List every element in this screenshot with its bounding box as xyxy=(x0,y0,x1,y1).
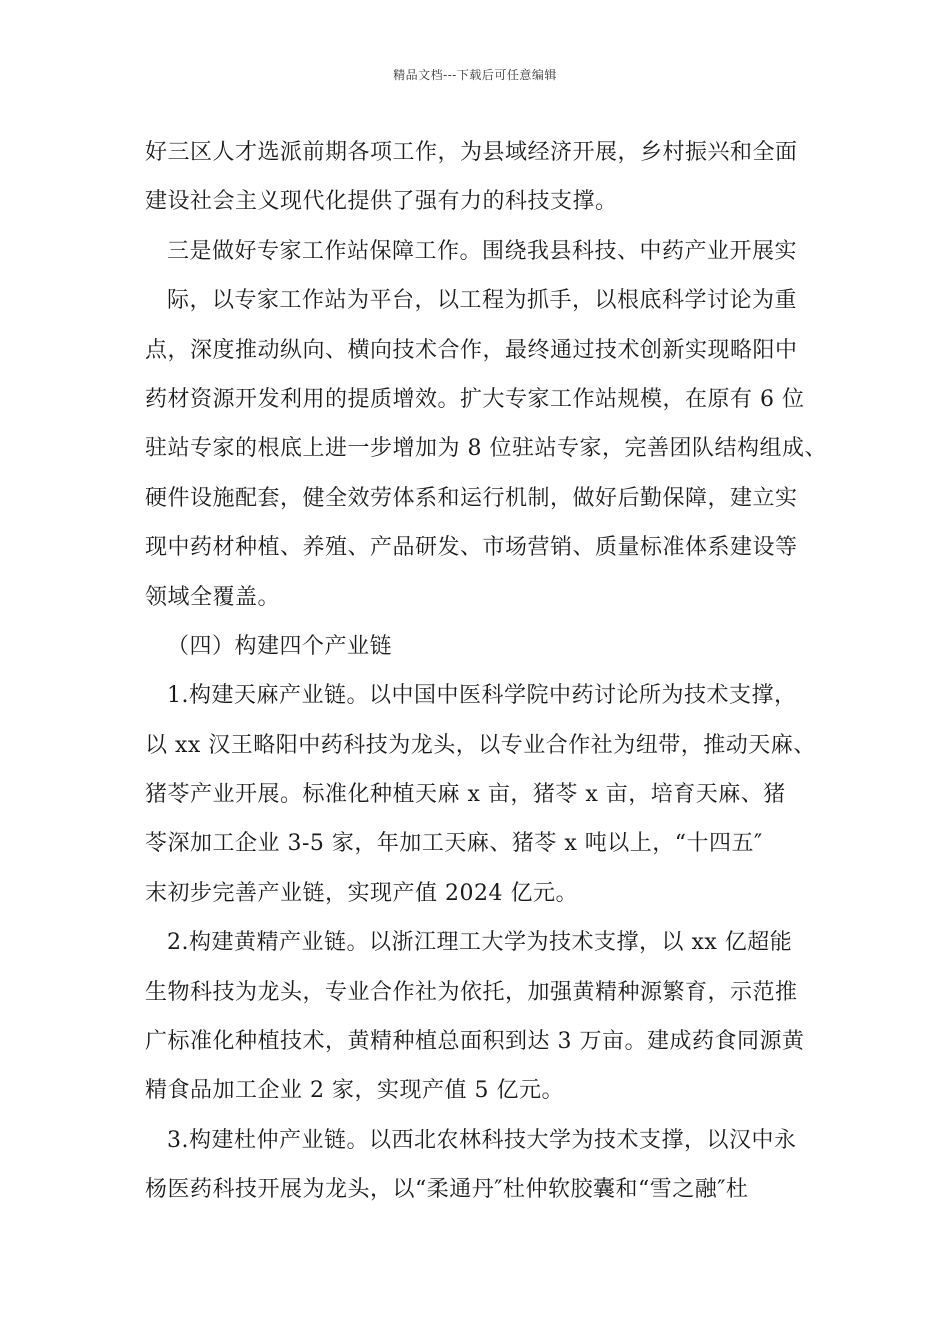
paragraph-line: 际，以专家工作站为平台，以工程为抓手，以根底科学讨论为重 xyxy=(167,288,798,314)
paragraph-line: 现中药材种植、养殖、产品研发、市场营销、质量标准体系建设等 xyxy=(145,535,798,561)
paragraph-line: 1.构建天麻产业链。以中国中医科学院中药讨论所为技术支撑， xyxy=(167,683,797,709)
paragraph-line: 以 xx 汉王略阳中药科技为龙头，以专业合作社为纽带，推动天麻、 xyxy=(145,732,816,758)
page-header: 精品文档---下载后可任意编辑 xyxy=(393,68,557,82)
paragraph-line: 点，深度推动纵向、横向技术合作，最终通过技术创新实现略阳中 xyxy=(145,337,798,363)
paragraph-line: 药材资源开发利用的提质增效。扩大专家工作站规模，在原有 6 位 xyxy=(145,386,805,412)
section-heading: （四）构建四个产业链 xyxy=(167,633,393,659)
paragraph-line: 生物科技为龙头，专业合作社为依托，加强黄精种源繁育，示范推 xyxy=(145,979,798,1005)
paragraph-line: 广标准化种植技术，黄精种植总面积到达 3 万亩。建成药食同源黄 xyxy=(145,1029,805,1055)
paragraph-line: 杨医药科技开展为龙头，以“柔通丹″杜仲软胶囊和“雪之融″杜 xyxy=(145,1177,749,1203)
paragraph-line: 驻站专家的根底上进一步增加为 8 位驻站专家，完善团队结构组成、 xyxy=(145,436,827,462)
paragraph-line: 末初步完善产业链，实现产值 2024 亿元。 xyxy=(145,880,578,906)
paragraph-line: 精食品加工企业 2 家，实现产值 5 亿元。 xyxy=(145,1078,564,1104)
paragraph-line: 3.构建杜仲产业链。以西北农林科技大学为技术支撑，以汉中永 xyxy=(167,1127,797,1153)
paragraph-line: 三是做好专家工作站保障工作。围绕我县科技、中药产业开展实 xyxy=(167,238,798,264)
paragraph-line: 建设社会主义现代化提供了强有力的科技支撑。 xyxy=(145,189,618,215)
document-body xyxy=(145,128,835,1215)
paragraph-line: 2.构建黄精产业链。以浙江理工大学为技术支撑，以 xx 亿超能 xyxy=(167,930,793,956)
paragraph-line: 猪苓产业开展。标准化种植天麻 x 亩，猪苓 x 亩，培育天麻、猪 xyxy=(145,782,786,808)
paragraph-line: 领域全覆盖。 xyxy=(145,584,281,610)
paragraph-line: 硬件设施配套，健全效劳体系和运行机制，做好后勤保障，建立实 xyxy=(145,485,798,511)
paragraph-line: 好三区人才选派前期各项工作，为县域经济开展，乡村振兴和全面 xyxy=(145,140,798,165)
paragraph-line: 苓深加工企业 3-5 家，年加工天麻、猪苓 x 吨以上，“十四五″ xyxy=(145,831,763,857)
